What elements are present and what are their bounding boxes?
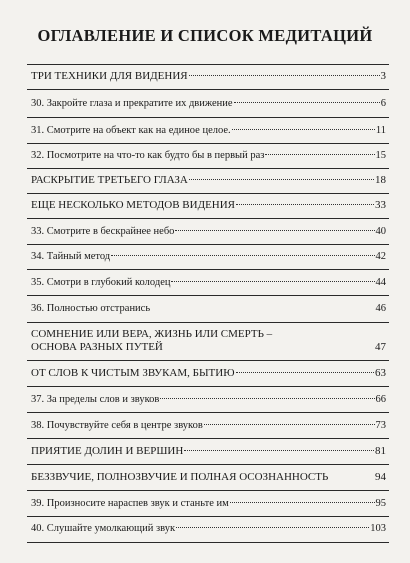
toc-entry-label: СОМНЕНИЕ ИЛИ ВЕРА, ЖИЗНЬ ИЛИ СМЕРТЬ –	[31, 328, 273, 340]
divider	[27, 244, 389, 245]
divider	[27, 143, 389, 144]
toc-entry-page: 42	[375, 251, 386, 262]
toc-entry-page: 3	[380, 70, 386, 82]
toc-entry-page: 15	[375, 150, 386, 161]
divider	[27, 269, 389, 270]
divider	[27, 89, 389, 90]
toc-entry	[31, 367, 386, 380]
toc-entry-label: 34. Тайный метод	[31, 251, 111, 262]
toc-entry-page: 73	[375, 420, 386, 431]
leader-dots	[230, 502, 375, 503]
divider	[27, 64, 389, 65]
toc-entry	[31, 250, 386, 263]
divider	[27, 295, 389, 296]
toc-entry-label: ЕЩЕ НЕСКОЛЬКО МЕТОДОВ ВИДЕНИЯ	[31, 199, 236, 211]
toc-entry-label: 30. Закройте глаза и прекратите их движение	[31, 98, 233, 109]
toc-entry-label: 32. Посмотрите на что-то как будто бы в первый раз	[31, 150, 265, 161]
leader-dots	[204, 424, 375, 425]
toc-entry-label: 38. Почувствуйте себя в центре звуков	[31, 420, 203, 431]
toc-entry-page: 81	[375, 445, 386, 457]
toc-entry	[31, 149, 386, 162]
leader-dots	[175, 230, 374, 231]
divider	[27, 464, 389, 465]
toc-entry-page: 47	[375, 341, 386, 353]
divider	[27, 218, 389, 219]
divider	[27, 168, 389, 169]
toc-entry-page: 95	[375, 498, 386, 509]
toc-entry	[31, 70, 386, 83]
toc-entry	[31, 328, 386, 354]
toc-entry-label: 33. Смотрите в бескрайнее небо	[31, 226, 175, 237]
toc-entry	[31, 497, 386, 510]
leader-dots	[236, 204, 374, 205]
toc-entry-label: 31. Смотрите на объект как на единое целое.	[31, 125, 231, 136]
page-title: ОГЛАВЛЕНИЕ И СПИСОК МЕДИТАЦИЙ	[37, 26, 373, 45]
toc-entry	[31, 225, 386, 238]
toc-entry	[31, 276, 386, 289]
toc-entry	[31, 445, 386, 458]
leader-dots	[160, 398, 374, 399]
toc-entry-page: 44	[375, 277, 386, 288]
toc-entry-page: 103	[370, 523, 386, 534]
toc-entry-label: 35. Смотри в глубокий колодец	[31, 277, 171, 288]
divider	[27, 542, 389, 543]
divider	[27, 438, 389, 439]
leader-dots	[189, 179, 374, 180]
toc-entry-page: 46	[375, 303, 386, 314]
toc-entry	[31, 97, 386, 110]
toc-entry-page: 33	[375, 199, 386, 211]
toc-entry-page: 94	[375, 471, 386, 483]
toc-entry	[31, 124, 386, 137]
toc-entry-page: 63	[375, 367, 386, 379]
leader-dots	[234, 102, 380, 103]
divider	[27, 360, 389, 361]
divider	[27, 193, 389, 194]
toc-entry	[31, 302, 386, 315]
toc-entry-label: ТРИ ТЕХНИКИ ДЛЯ ВИДЕНИЯ	[31, 70, 188, 82]
toc-entry-label: 36. Полностью отстранись	[31, 303, 151, 314]
leader-dots	[171, 281, 374, 282]
toc-entry	[31, 419, 386, 432]
leader-dots	[184, 450, 374, 451]
toc-entry-label: 40. Слушайте умолкающий звук	[31, 523, 176, 534]
divider	[27, 412, 389, 413]
leader-dots	[176, 527, 369, 528]
toc-entry-label: РАСКРЫТИЕ ТРЕТЬЕГО ГЛАЗА	[31, 174, 188, 186]
toc-entry-label-continued: ОСНОВА РАЗНЫХ ПУТЕЙ	[31, 341, 163, 353]
divider	[27, 516, 389, 517]
toc-entry	[31, 174, 386, 187]
leader-dots	[111, 255, 374, 256]
divider	[27, 117, 389, 118]
divider	[27, 322, 389, 323]
toc-entry-label: БЕЗЗВУЧИЕ, ПОЛНОЗВУЧИЕ И ПОЛНАЯ ОСОЗНАННОСТЬ	[31, 471, 329, 483]
toc-entry	[31, 522, 386, 535]
divider	[27, 386, 389, 387]
toc-entry-label: ОТ СЛОВ К ЧИСТЫМ ЗВУКАМ, БЫТИЮ	[31, 367, 235, 379]
toc-entry-label: ПРИЯТИЕ ДОЛИН И ВЕРШИН	[31, 445, 184, 457]
divider	[27, 490, 389, 491]
leader-dots	[265, 154, 374, 155]
toc-entry-label: 37. За пределы слов и звуков	[31, 394, 160, 405]
toc-entry-page: 18	[375, 174, 386, 186]
toc-entry-page: 40	[375, 226, 386, 237]
toc-entry	[31, 199, 386, 212]
toc-entry	[31, 393, 386, 406]
toc-entry-label: 39. Произносите нараспев звук и станьте им	[31, 498, 229, 509]
toc-entry-page: 6	[380, 98, 386, 109]
toc-entry-page: 66	[375, 394, 386, 405]
leader-dots	[236, 372, 374, 373]
toc-entry-page: 11	[375, 125, 386, 136]
toc-entry	[31, 471, 386, 484]
leader-dots	[189, 75, 380, 76]
leader-dots	[232, 129, 375, 130]
